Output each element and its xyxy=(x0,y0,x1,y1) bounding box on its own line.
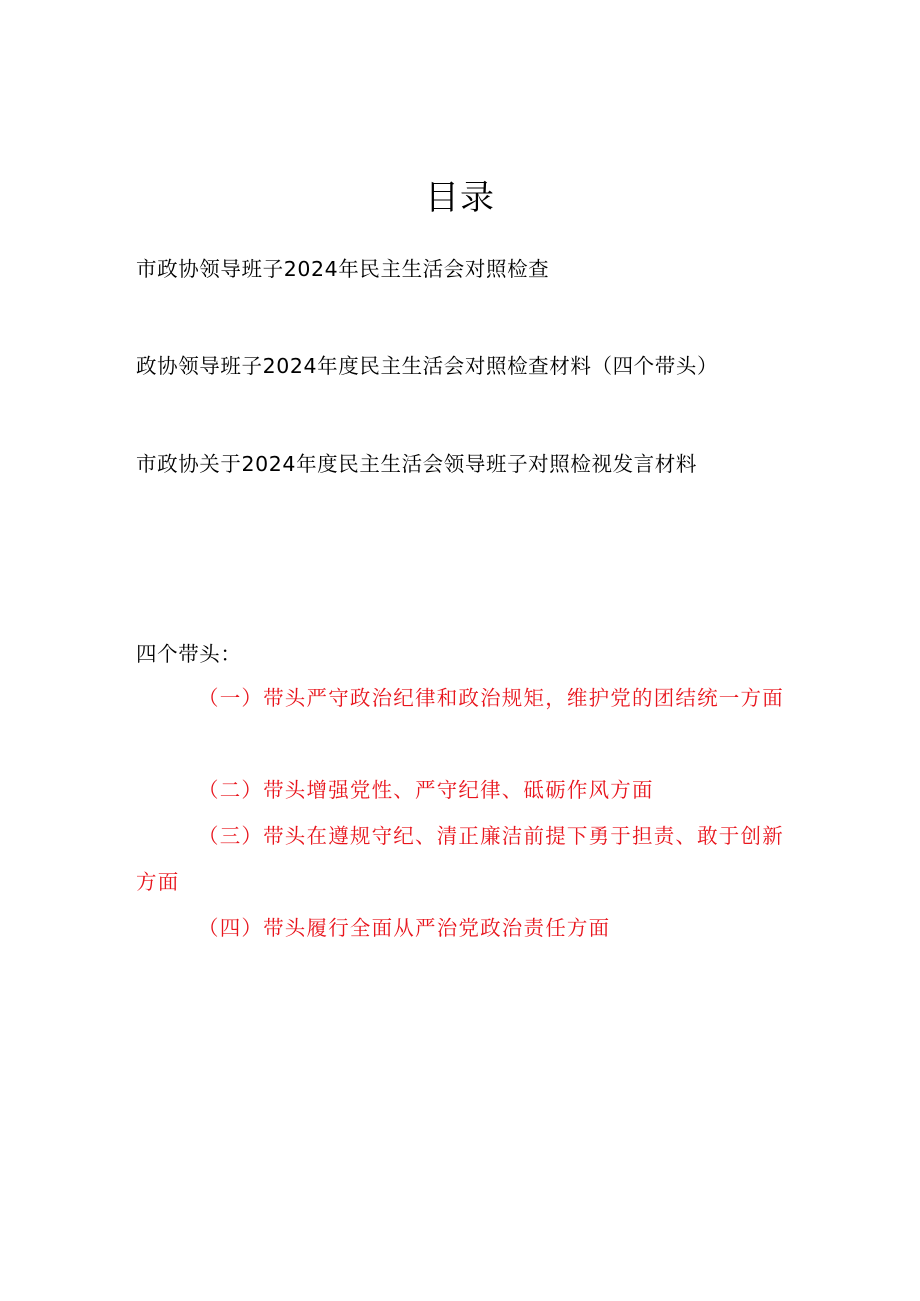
section-heading: 四个带头： xyxy=(136,642,242,666)
toc-item-2: 政协领导班子2024年度民主生活会对照检查材料（四个带头） xyxy=(136,354,719,378)
page-title: 目录 xyxy=(425,178,495,218)
point-item-4: （四）带头履行全面从严治党政治责任方面 xyxy=(198,916,611,940)
point-item-2: （二）带头增强党性、严守纪律、砥砺作风方面 xyxy=(198,778,654,802)
toc-item-1: 市政协领导班子2024年民主生活会对照检查 xyxy=(136,257,550,281)
point-item-1: （一）带头严守政治纪律和政治规矩，维护党的团结统一方面 xyxy=(198,686,784,710)
toc-item-3: 市政协关于2024年度民主生活会领导班子对照检视发言材料 xyxy=(136,452,697,476)
point-item-3: （三）带头在遵规守纪、清正廉洁前提下勇于担责、敢于创新方面 xyxy=(136,824,784,894)
